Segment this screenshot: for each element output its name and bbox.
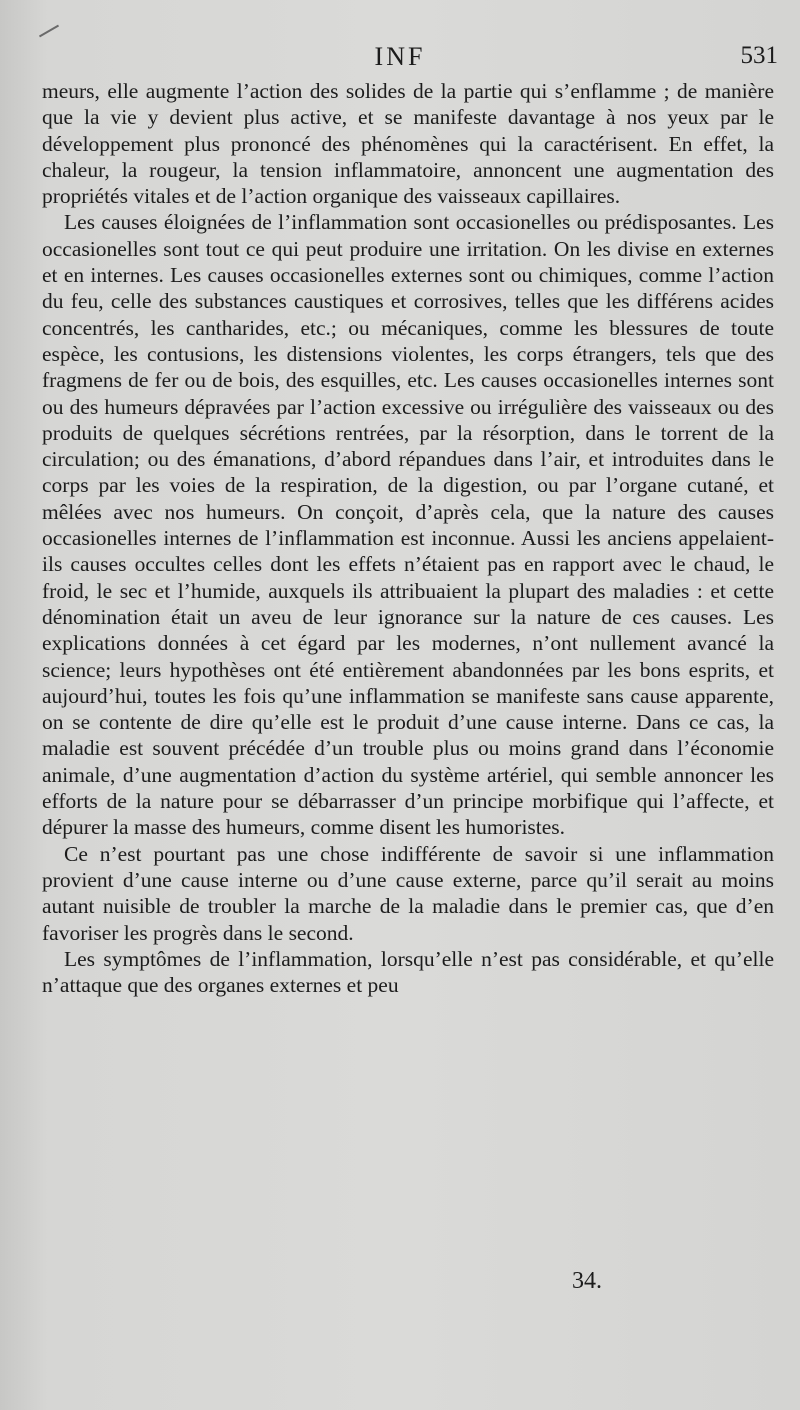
body-text	[42, 78, 774, 998]
page-number: 531	[740, 42, 778, 69]
signature-mark: 34.	[572, 1268, 602, 1294]
paragraph-2: Les causes éloignées de l’inflammation sont occasionelles ou prédisposantes. Les occasionelles sont tout ce qui peut produire une irritation. On les divise en externes et en internes. Les causes occasionelles externes sont ou chimiques, comme l’action du feu, celle des substances caustiques et corrosives, telles que les différens acides concentrés, les cantharides, etc.; ou mécaniques, comme les blessures de toute espèce, les contusions, les distensions violentes, les corps étrangers, tels que des fragmens de fer ou de bois, des esquilles, etc. Les causes occasionelles internes sont ou des humeurs dépravées par l’action excessive ou irrégulière des vaisseaux ou des produits de quelques sécrétions rentrées, par la résorption, dans le torrent de la circulation; ou des émanations, d’abord répandues dans l’air, et introduites dans le corps par les voies de la respiration, de la digestion, ou par l’organe cutané, et mêlées avec nos humeurs. On conçoit, d’après cela, que la nature des causes occasionelles internes de l’inflammation est inconnue. Aussi les anciens appelaient-ils causes occultes celles dont les effets n’étaient pas en rapport avec le chaud, le froid, le sec et l’humide, auxquels ils attribuaient la plupart des maladies : et cette dénomination était un aveu de leur ignorance sur la nature de ces causes. Les explications données à cet égard par les modernes, n’ont nullement avancé la science; leurs hypothèses ont été entièrement abandonnées par les bons esprits, et aujourd’hui, toutes les fois qu’une inflammation se manifeste sans cause apparente, on se contente de dire qu’elle est le produit d’une cause interne. Dans ce cas, la maladie est souvent précédée d’un trouble plus ou moins grand dans l’économie animale, d’une augmentation d’action du système artériel, qui semble annoncer les efforts de la nature pour se débarrasser d’un principe morbifique qui l’affecte, et dépurer la masse des humeurs, comme disent les humoristes.	[42, 210, 774, 840]
page-mark	[39, 25, 59, 38]
paragraph-4: Les symptômes de l’inflammation, lorsqu’elle n’est pas considérable, et qu’elle n’attaque que des organes externes et peu	[42, 946, 774, 998]
page-header	[0, 42, 800, 76]
paragraph-3: Ce n’est pourtant pas une chose indifférente de savoir si une inflammation provient d’une cause interne ou d’une cause externe, parce qu’il serait au moins autant nuisible de troubler la marche de la maladie dans le premier cas, que d’en favoriser les progrès dans le second.	[42, 841, 774, 945]
paragraph-1: meurs, elle augmente l’action des solides de la partie qui s’enflamme ; de manière que la vie y devient plus active, et se manifeste davantage à nos yeux par le développement plus prononcé des phénomènes qui la caractérisent. En effet, la chaleur, la rougeur, la tension inflammatoire, annoncent une augmentation des propriétés vitales et de l’action organique des vaisseaux capillaires.	[42, 79, 774, 209]
running-head: INF	[374, 42, 426, 71]
